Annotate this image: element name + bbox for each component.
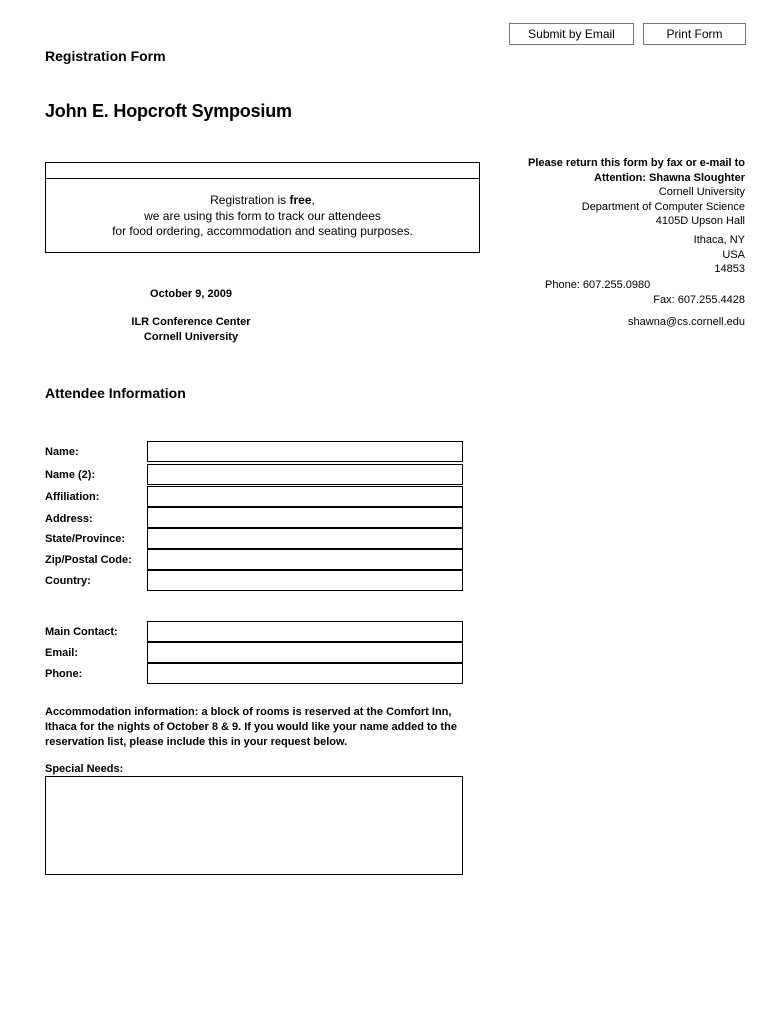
address-label: Address: <box>45 513 93 525</box>
affiliation-label: Affiliation: <box>45 491 100 503</box>
name-field[interactable] <box>147 441 463 462</box>
email-label: Email: <box>45 647 79 659</box>
email-field[interactable] <box>147 642 463 663</box>
info-line-1-free: free <box>289 193 312 207</box>
city-line: Ithaca, NY <box>693 234 745 246</box>
main-contact-field[interactable] <box>147 621 463 642</box>
special-needs-field[interactable] <box>45 776 463 875</box>
contact-address-block <box>528 156 745 229</box>
accommodation-info: Accommodation information: a block of rooms is reserved at the Comfort Inn, Ithaca for the nights of October 8 & 9. If you would like your name added to the reservation list, please include this in your request below. <box>45 706 457 748</box>
zip-line: 14853 <box>714 263 745 275</box>
return-instruction: Please return this form by fax or e-mail to <box>527 157 745 169</box>
print-form-button[interactable]: Print Form <box>643 23 746 45</box>
symposium-title: John E. Hopcroft Symposium <box>45 101 292 121</box>
contact-phone: Phone: 607.255.0980 <box>545 279 651 291</box>
org-line-2: Department of Computer Science <box>581 200 745 213</box>
form-title: Registration Form <box>45 48 166 64</box>
country-field[interactable] <box>147 570 463 591</box>
phone-label: Phone: <box>45 668 83 680</box>
address-field[interactable] <box>147 507 463 528</box>
main-contact-label: Main Contact: <box>45 626 118 638</box>
info-box-text <box>46 193 479 240</box>
name2-field[interactable] <box>147 464 463 485</box>
info-line-3: for food ordering, accommodation and seating purposes. <box>112 224 413 238</box>
info-line-2: we are using this form to track our attendees <box>144 208 381 223</box>
zip-postal-label: Zip/Postal Code: <box>45 554 132 566</box>
zip-postal-field[interactable] <box>147 549 463 570</box>
registration-info-box <box>45 162 480 253</box>
contact-city-block <box>694 233 745 277</box>
affiliation-field[interactable] <box>147 486 463 507</box>
venue-line-2: Cornell University <box>143 331 239 343</box>
org-line-1: Cornell University <box>658 186 745 198</box>
name2-label: Name (2): <box>45 469 96 481</box>
submit-by-email-button[interactable]: Submit by Email <box>509 23 634 45</box>
info-box-header-strip <box>46 163 479 179</box>
info-line-1 <box>46 193 479 209</box>
venue-line-1: ILR Conference Center <box>131 316 251 328</box>
contact-email: shawna@cs.cornell.edu <box>628 316 745 328</box>
country-line: USA <box>722 248 745 261</box>
contact-fax: Fax: 607.255.4428 <box>653 294 745 306</box>
event-date: October 9, 2009 <box>150 288 232 300</box>
info-line-1-suffix: , <box>311 193 315 207</box>
phone-field[interactable] <box>147 663 463 684</box>
country-label: Country: <box>45 575 91 587</box>
info-line-1-prefix: Registration is <box>210 193 290 207</box>
state-province-label: State/Province: <box>45 533 126 545</box>
name-label: Name: <box>45 446 79 458</box>
street-line: 4105D Upson Hall <box>655 215 745 227</box>
special-needs-label: Special Needs: <box>45 763 124 775</box>
state-province-field[interactable] <box>147 528 463 549</box>
attention-line: Attention: Shawna Sloughter <box>594 171 745 184</box>
attendee-section-title: Attendee Information <box>45 385 186 401</box>
